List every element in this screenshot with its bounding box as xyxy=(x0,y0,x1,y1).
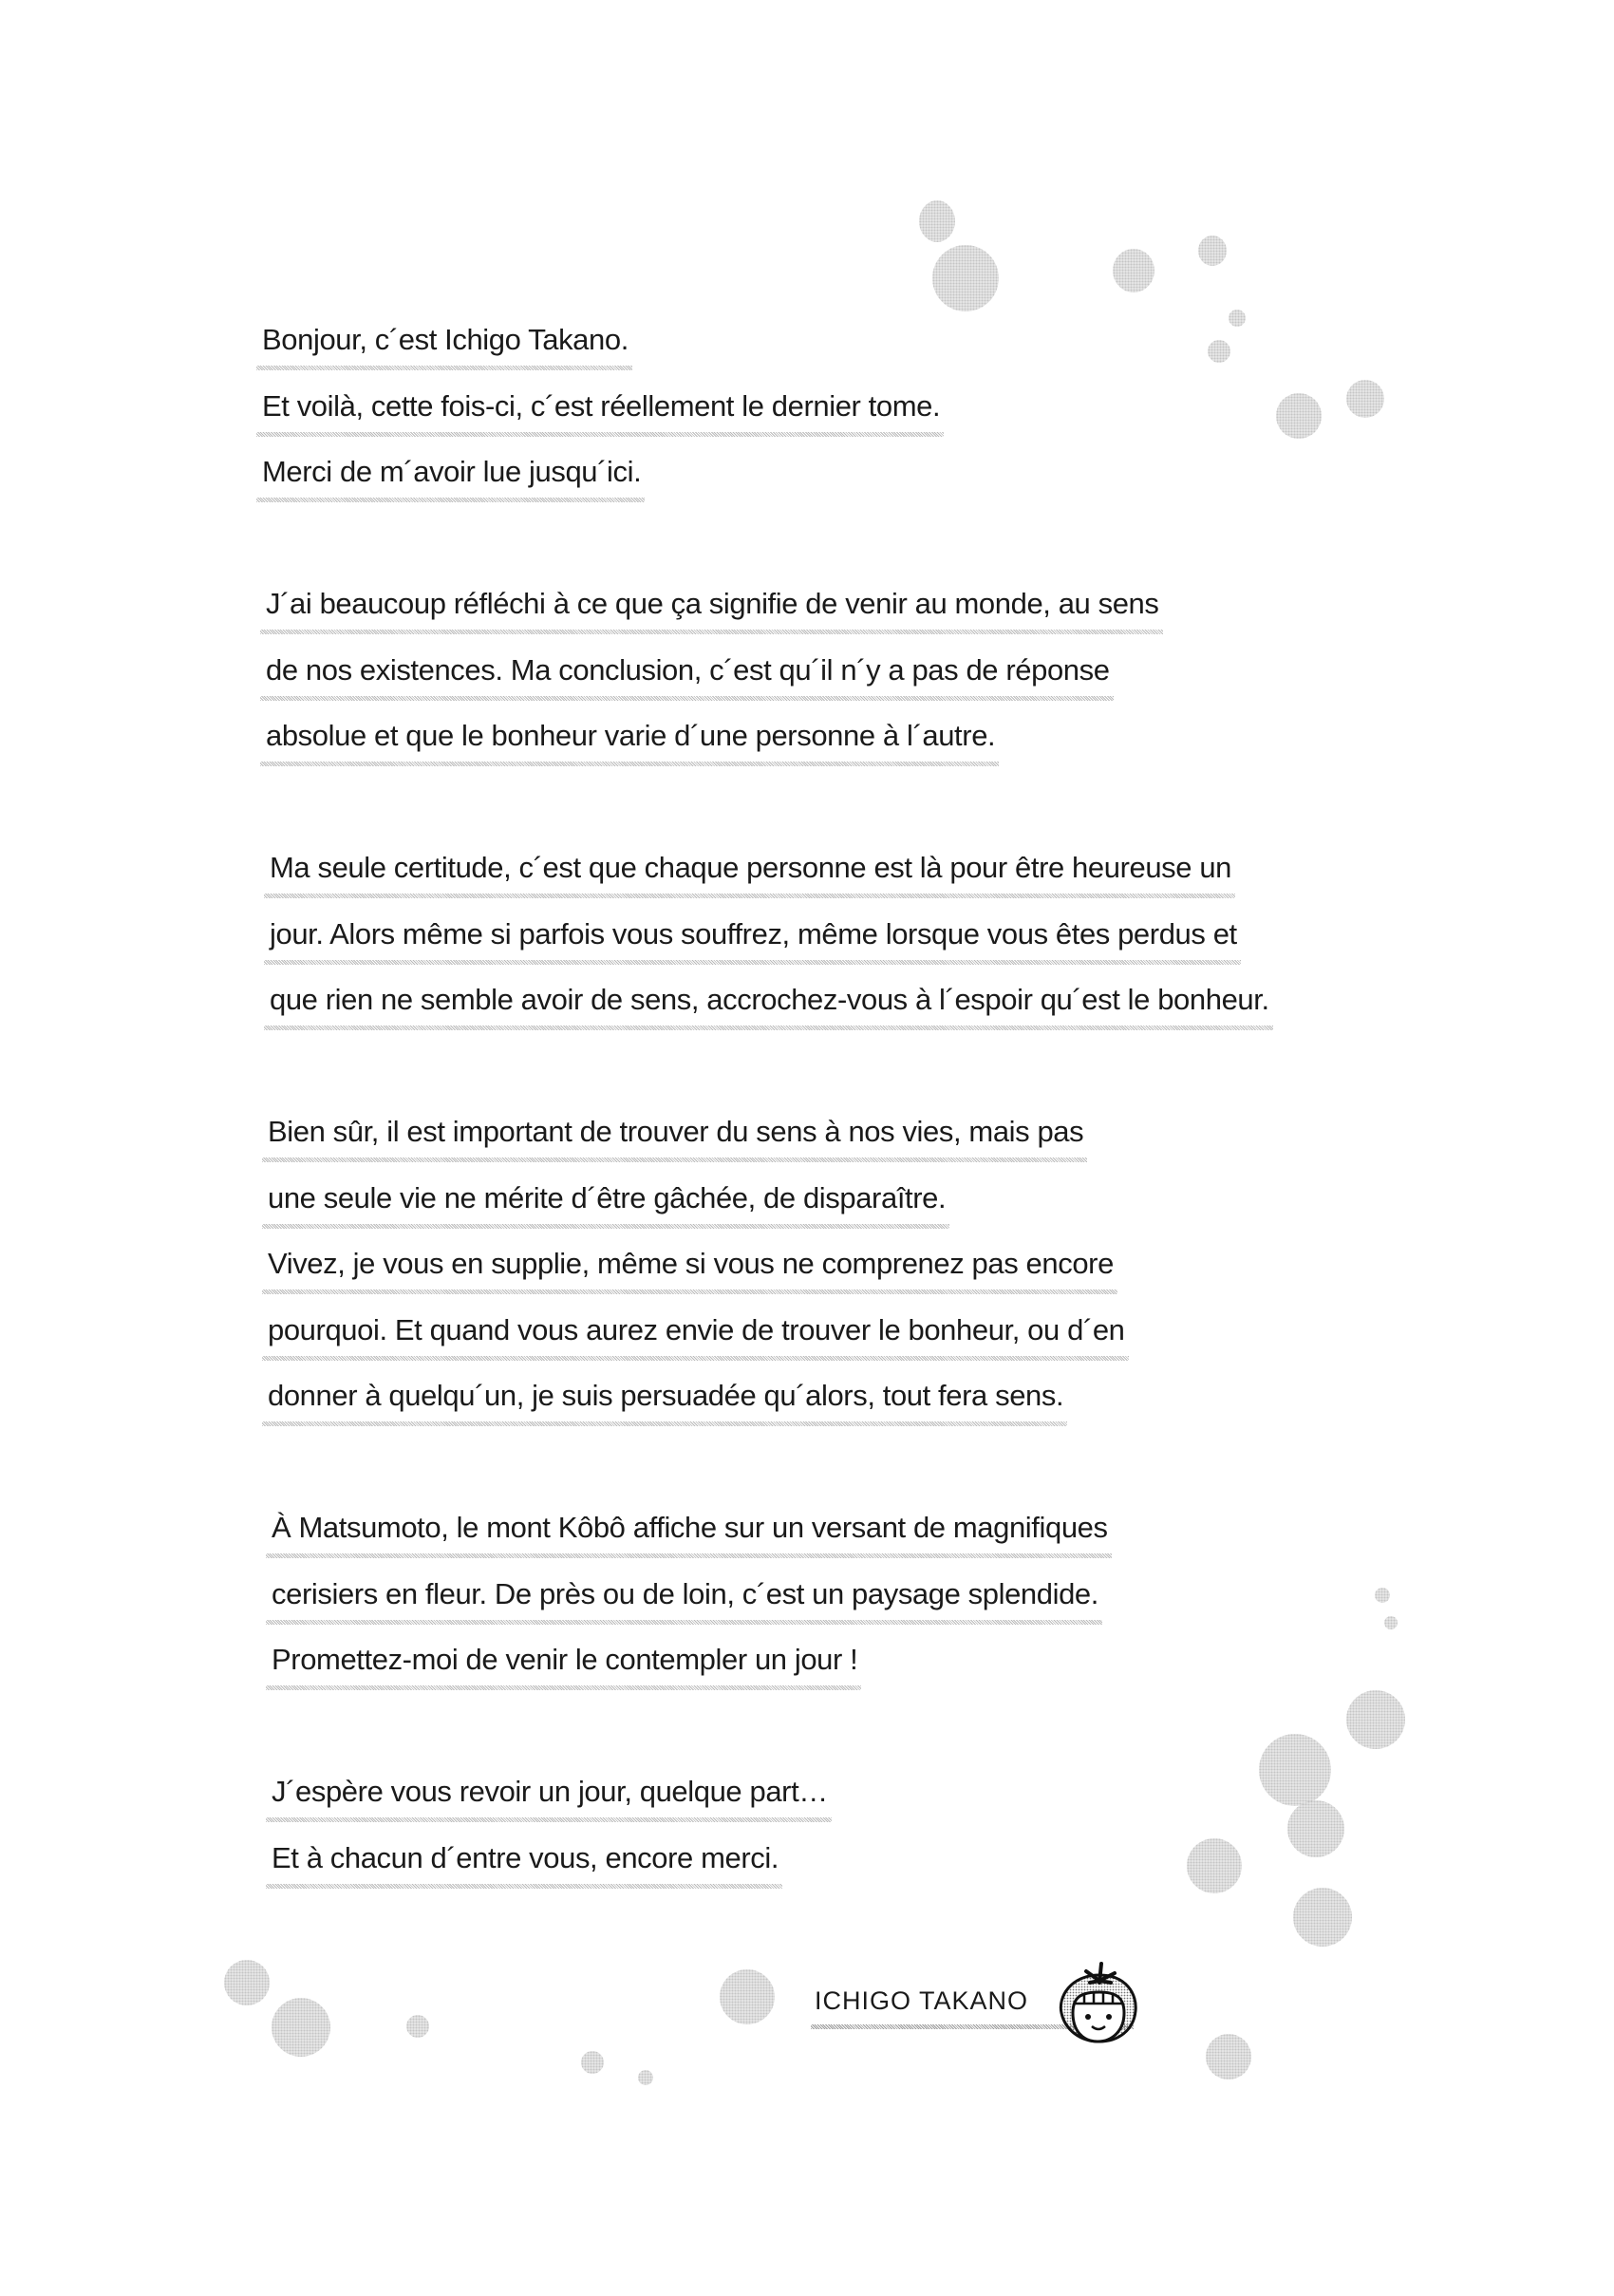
text: À Matsumoto, le mont Kôbô affiche sur un versant de magnifiques xyxy=(266,1509,1112,1547)
text-line xyxy=(256,1758,1491,1824)
text-line xyxy=(256,1296,1491,1363)
halftone-dot xyxy=(1206,2034,1251,2080)
halftone-dot xyxy=(1113,249,1154,292)
letter-body xyxy=(256,306,1491,1890)
text: Et voilà, cette fois-ci, c´est réellement le dernier tome. xyxy=(256,387,944,425)
halftone-dot xyxy=(406,2015,429,2038)
halftone-dot xyxy=(1198,235,1227,266)
text-line xyxy=(256,1824,1491,1891)
halftone-dot xyxy=(224,1960,270,2005)
text: J´espère vous revoir un jour, quelque part… xyxy=(266,1773,832,1811)
strawberry-face-icon xyxy=(1052,1954,1147,2049)
text-line xyxy=(256,306,1491,372)
halftone-dot xyxy=(638,2070,653,2085)
text-line xyxy=(256,1626,1491,1692)
text: Promettez-moi de venir le contempler un jour ! xyxy=(266,1641,861,1679)
text: Vivez, je vous en supplie, même si vous ne comprenez pas encore xyxy=(262,1245,1117,1283)
text: absolue et que le bonheur varie d´une personne à l´autre. xyxy=(260,717,999,755)
text-line xyxy=(256,1164,1491,1231)
halftone-dot xyxy=(581,2051,604,2074)
text-line xyxy=(256,1230,1491,1296)
text: Ma seule certitude, c´est que chaque personne est là pour être heureuse un xyxy=(264,849,1235,887)
text-line xyxy=(256,900,1491,967)
text: une seule vie ne mérite d´être gâchée, de disparaître. xyxy=(262,1179,949,1217)
text: cerisiers en fleur. De près ou de loin, c´est un paysage splendide. xyxy=(266,1575,1102,1613)
text: Bonjour, c´est Ichigo Takano. xyxy=(256,321,632,359)
text-line xyxy=(256,1362,1491,1428)
text: que rien ne semble avoir de sens, accrochez-vous à l´espoir qu´est le bonheur. xyxy=(264,981,1273,1019)
text-line xyxy=(256,570,1491,636)
text-line xyxy=(256,1098,1491,1164)
text-line xyxy=(256,636,1491,703)
halftone-dot xyxy=(272,1998,330,2057)
text: pourquoi. Et quand vous aurez envie de trouver le bonheur, ou d´en xyxy=(262,1311,1129,1349)
halftone-dot xyxy=(932,245,999,311)
text: Et à chacun d´entre vous, encore merci. xyxy=(266,1839,782,1877)
text-line xyxy=(256,1494,1491,1560)
text: Merci de m´avoir lue jusqu´ici. xyxy=(256,453,645,491)
halftone-dot xyxy=(1293,1888,1352,1947)
text: jour. Alors même si parfois vous souffrez, même lorsque vous êtes perdus et xyxy=(264,915,1241,953)
signature: ICHIGO TAKANO xyxy=(815,1986,1029,2015)
text: donner à quelqu´un, je suis persuadée qu´alors, tout fera sens. xyxy=(262,1377,1067,1415)
halftone-dot xyxy=(919,200,955,242)
text-line xyxy=(256,834,1491,900)
text-line xyxy=(256,372,1491,439)
text: de nos existences. Ma conclusion, c´est qu´il n´y a pas de réponse xyxy=(260,651,1114,689)
text-line xyxy=(256,702,1491,768)
text-line xyxy=(256,966,1491,1032)
halftone-dot xyxy=(720,1969,775,2024)
text-line xyxy=(256,438,1491,504)
text-line xyxy=(256,1560,1491,1627)
text: J´ai beaucoup réfléchi à ce que ça signifie de venir au monde, au sens xyxy=(260,585,1163,623)
text: Bien sûr, il est important de trouver du sens à nos vies, mais pas xyxy=(262,1113,1087,1151)
